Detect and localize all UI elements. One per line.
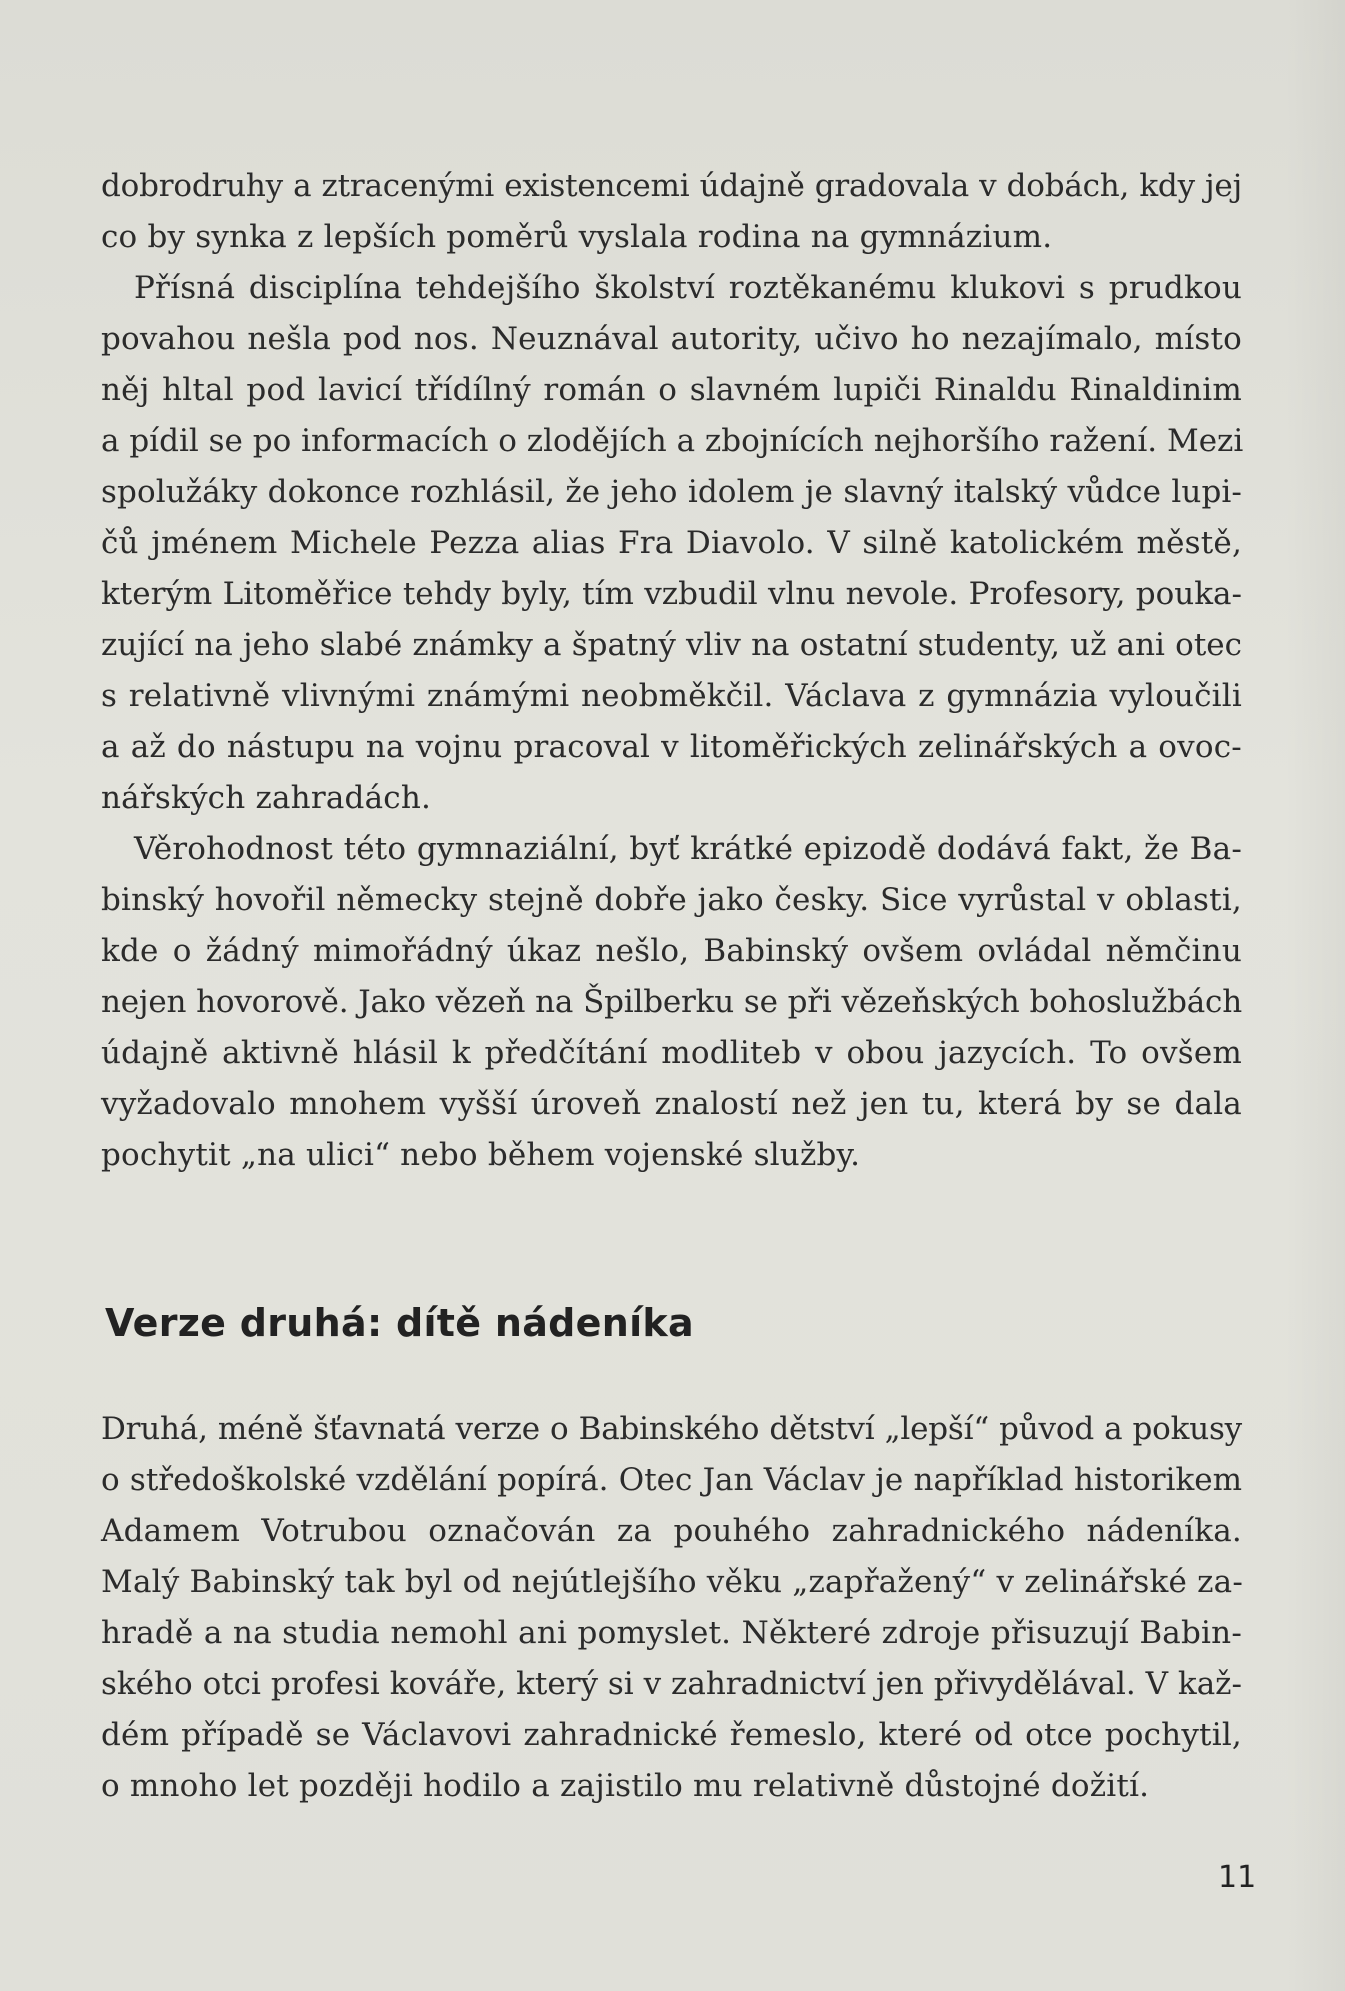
page-number: 11 (1218, 1860, 1257, 1895)
text-line: Adamem Votrubou označován za pouhého zahradnického nádeníka. (101, 1513, 1242, 1549)
text-line: kterým Litoměřice tehdy byly, tím vzbudil vlnu nevole. Profesory, pouka- (101, 576, 1242, 612)
text-line: Druhá, méně šťavnatá verze o Babinského dětství „lepší“ původ a pokusy (101, 1411, 1242, 1447)
text-line: čů jménem Michele Pezza alias Fra Diavolo. V silně katolickém městě, (101, 525, 1242, 561)
text-line: zující na jeho slabé známky a špatný vliv na ostatní studenty, už ani otec (101, 627, 1242, 663)
paragraph-first-line: Přísná disciplína tehdejšího školství roztěkanému klukovi s prudkou (134, 270, 1242, 306)
text-line: o středoškolské vzdělání popírá. Otec Jan Václav je například historikem (101, 1462, 1242, 1498)
paragraph-first-line: Věrohodnost této gymnaziální, byť krátké epizodě dodává fakt, že Ba- (134, 831, 1242, 867)
text-line: o mnoho let později hodilo a zajistilo mu relativně důstojné dožití. (101, 1768, 1150, 1804)
text-line: údajně aktivně hlásil k předčítání modliteb v obou jazycích. To ovšem (101, 1035, 1242, 1071)
text-line: a až do nástupu na vojnu pracoval v litoměřických zelinářských a ovoc- (101, 729, 1242, 765)
text-line: něj hltal pod lavicí třídílný román o slavném lupiči Rinaldu Rinaldinim (101, 372, 1242, 408)
text-line: s relativně vlivnými známými neobměkčil. Václava z gymnázia vyloučili (101, 678, 1242, 714)
text-line: povahou nešla pod nos. Neuznával autority, učivo ho nezajímalo, místo (101, 321, 1242, 357)
body-text-section-1 (101, 161, 1242, 1201)
section-heading: Verze druhá: dítě nádeníka (105, 1301, 694, 1345)
text-line: dém případě se Václavovi zahradnické řemeslo, které od otce pochytil, (101, 1717, 1242, 1753)
text-line: binský hovořil německy stejně dobře jako česky. Sice vyrůstal v oblasti, (101, 882, 1242, 918)
body-text-section-2 (101, 1404, 1242, 1824)
text-line: ského otci profesi kováře, který si v zahradnictví jen přivydělával. V kaž- (101, 1666, 1242, 1702)
text-line: nářských zahradách. (101, 780, 432, 816)
text-line: vyžadovalo mnohem vyšší úroveň znalostí než jen tu, která by se dala (101, 1086, 1242, 1122)
text-line: co by synka z lepších poměrů vyslala rodina na gymnázium. (101, 219, 1053, 255)
text-line: dobrodruhy a ztracenými existencemi údajně gradovala v dobách, kdy jej (101, 168, 1242, 204)
text-line: kde o žádný mimořádný úkaz nešlo, Babinský ovšem ovládal němčinu (101, 933, 1242, 969)
page-edge-shadow (1285, 0, 1345, 1991)
text-line: pochytit „na ulici“ nebo během vojenské služby. (101, 1137, 861, 1173)
text-line: nejen hovorově. Jako vězeň na Špilberku se při vězeňských bohoslužbách (101, 984, 1242, 1020)
text-line: spolužáky dokonce rozhlásil, že jeho idolem je slavný italský vůdce lupi- (101, 474, 1242, 510)
text-line: Malý Babinský tak byl od nejútlejšího věku „zapřažený“ v zelinářské za- (101, 1564, 1244, 1600)
text-line: hradě a na studia nemohl ani pomyslet. Některé zdroje přisuzují Babin- (101, 1615, 1242, 1651)
text-line: a pídil se po informacích o zlodějích a zbojnících nejhoršího ražení. Mezi (101, 423, 1244, 459)
